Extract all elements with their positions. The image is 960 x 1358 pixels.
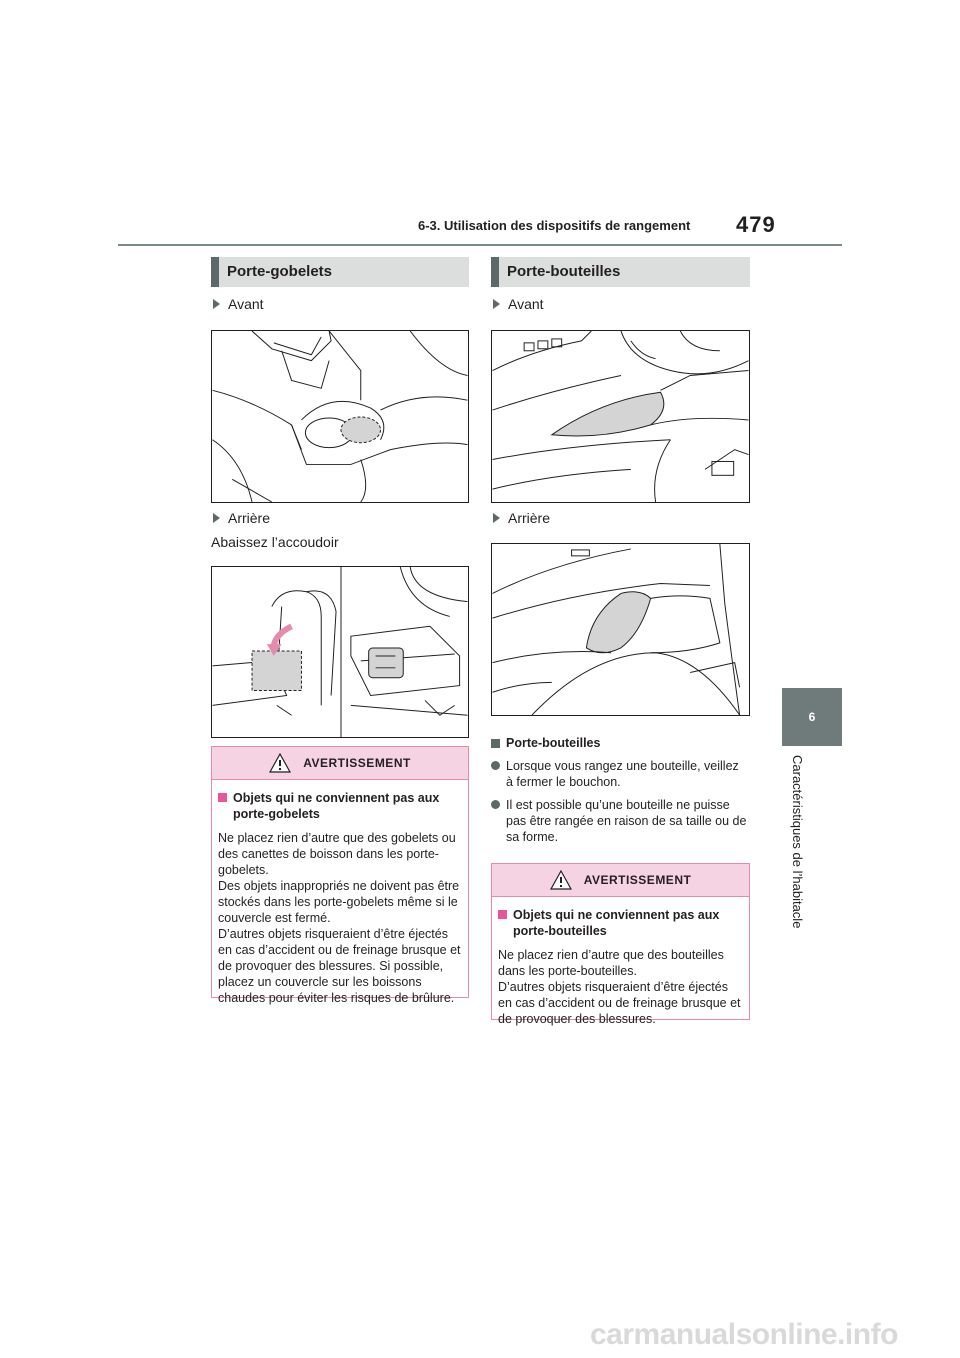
subheading-rear-cup (213, 510, 270, 526)
bullet-dot-icon (491, 761, 500, 770)
warning-paragraph-2: Des objets inappropriés ne doivent pas être stockés dans les porte-gobelets même si le couvercle est fermé. (218, 879, 460, 925)
chapter-side-label (790, 755, 810, 945)
running-header-title: 6-3. Utilisation des dispositifs de rangement (418, 218, 691, 233)
warning-triangle-icon (269, 753, 291, 773)
warning-subtitle-text: Objets qui ne conviennent pas aux porte-gobelets (233, 791, 440, 821)
rear-bottle-holder-illustration (492, 544, 749, 715)
bullet-dot-icon (491, 800, 500, 809)
rear-cup-holder-illustration (212, 567, 468, 737)
figure-rear-bottle-holder (491, 543, 750, 716)
pink-square-icon (218, 793, 227, 802)
note-bullet-text: Lorsque vous rangez une bouteille, veillez à fermer le bouchon. (506, 759, 739, 789)
warning-body (492, 897, 749, 1035)
page-number: 479 (736, 212, 776, 237)
subheading-label: Avant (228, 296, 264, 312)
warning-body (212, 780, 468, 1014)
pink-square-icon (498, 910, 507, 919)
warning-paragraph-1: Ne placez rien d’autre que des bouteilles dans les porte-bouteilles. (498, 948, 724, 978)
warning-header (492, 864, 749, 897)
watermark: carmanualsonline.info (590, 1318, 898, 1351)
figure-rear-cup-holder (211, 566, 469, 738)
warning-subtitle-text: Objets qui ne conviennent pas aux porte-bouteilles (513, 908, 720, 938)
section-title-bottle-holders: Porte-bouteilles (491, 257, 750, 287)
subheading-label: Arrière (228, 510, 271, 526)
chapter-tab: 6 (782, 688, 842, 746)
note-bullet-1 (491, 758, 749, 790)
gray-square-icon (491, 739, 500, 748)
warning-subtitle (498, 907, 743, 939)
note-heading-text: Porte-bouteilles (506, 736, 601, 750)
header-rule (118, 244, 842, 246)
subheading-front-cup (213, 296, 264, 312)
subheading-rear-bottle (493, 510, 550, 526)
warning-paragraph-3: D’autres objets risqueraient d’être éjectés en cas d’accident ou de freinage brusque et de provoquer des blessures. Si possible, placez un couvercle sur les boissons chaudes pour éviter les risques de brûlure. (218, 927, 461, 1005)
subheading-label: Arrière (508, 510, 551, 526)
front-bottle-holder-illustration (492, 331, 749, 502)
figure-front-bottle-holder (491, 330, 750, 503)
warning-header (212, 747, 468, 780)
warning-box-bottle-holders (491, 863, 750, 1026)
warning-box-cup-holders (211, 746, 469, 1005)
rear-instruction: Abaissez l’accoudoir (211, 534, 339, 550)
front-cup-holder-illustration (212, 331, 468, 502)
warning-paragraph-2: D’autres objets risqueraient d’être éjectés en cas d’accident ou de freinage brusque et de provoquer des blessures. (498, 980, 741, 1026)
subheading-front-bottle (493, 296, 544, 312)
warning-title: AVERTISSEMENT (583, 873, 692, 887)
figure-front-cup-holder (211, 330, 469, 503)
warning-paragraph-1: Ne placez rien d’autre que des gobelets ou des canettes de boisson dans les porte-gobelets. (218, 831, 456, 877)
triangle-bullet-icon (213, 513, 220, 523)
triangle-bullet-icon (493, 513, 500, 523)
warning-triangle-icon (550, 870, 572, 890)
warning-subtitle (218, 790, 462, 822)
note-bullet-text: Il est possible qu’une bouteille ne puisse pas être rangée en raison de sa taille ou de sa forme. (506, 798, 747, 844)
triangle-bullet-icon (493, 299, 500, 309)
note-heading (491, 736, 600, 750)
note-bullet-2 (491, 797, 749, 845)
warning-title: AVERTISSEMENT (303, 756, 411, 770)
triangle-bullet-icon (213, 299, 220, 309)
section-title-cup-holders: Porte-gobelets (211, 257, 469, 287)
chapter-side-label-text: Caractéristiques de l’habitacle (790, 755, 805, 929)
subheading-label: Avant (508, 296, 544, 312)
